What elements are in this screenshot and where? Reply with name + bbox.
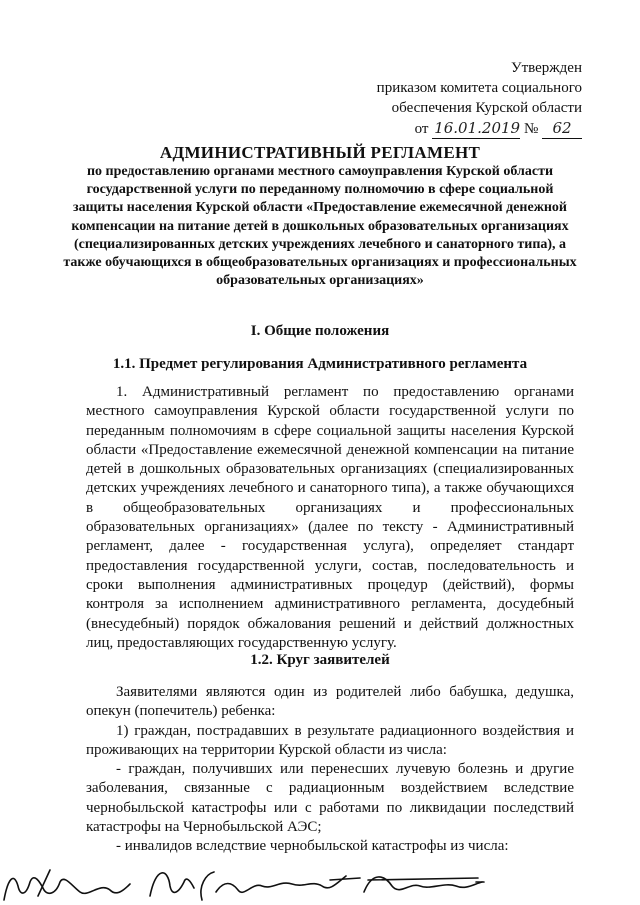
paragraph-item-disabled: - инвалидов вследствие чернобыльской катастрофы из числа:: [116, 838, 509, 855]
handwritten-number: 62: [542, 118, 582, 139]
signature-nikiforova: [150, 872, 484, 900]
signature-vorobyova: [4, 870, 130, 900]
handwritten-signatures: [0, 852, 640, 904]
section-heading-general: I. Общие положения: [250, 323, 390, 339]
paragraph-item-1: 1) граждан, пострадавших в результате радиационного воздействия и проживающих на территории Курской области из числа:: [86, 722, 574, 758]
handwritten-date: 16.01.2019: [434, 119, 521, 137]
date-prefix: от: [414, 121, 429, 137]
approval-date-line: [377, 118, 582, 139]
approval-line-committee: обеспечения Курской области: [391, 100, 582, 116]
number-prefix: №: [523, 121, 539, 137]
section-heading-subject: 1.1. Предмет регулирования Административного регламента: [112, 356, 528, 372]
document-title: АДМИНИСТРАТИВНЫЙ РЕГЛАМЕНТ: [159, 143, 481, 162]
approval-stamp: [377, 58, 582, 139]
section-heading-applicants: 1.2. Круг заявителей: [250, 652, 390, 668]
paragraph-regulation-scope: 1. Административный регламент по предоставлению органами местного самоуправления Курской области государственной услуги по переданным полномочиям в сфере социальной защиты населения Курской области «Предоставление ежемесячной денежной компенсации на питание детей в дошкольных образовательных организациях (специализированных детских учреждениях лечебного и санаторного типа), а также обучающихся в общеобразовательных организациях и профессиональных образовательных организациях» (далее по тексту - Административный регламент, далее - государственная услуга), определяет стандарт предоставления государственной услуги, состав, последовательность и сроки выполнения административных процедур (действий), формы контроля за исполнением административного регламента, досудебный (внесудебный) порядок обжалования решений и действий должностных лиц, предоставляющих государственную услугу.: [86, 384, 574, 651]
document-subtitle: по предоставлению органами местного самоуправления Курской области государственной услуги по переданному полномочию в сфере социальной защиты населения Курской области «Предоставление ежемесячной денежной компенсации на питание детей в дошкольных образовательных организациях (специализированных детских учреждениях лечебного и санаторного типа), а также обучающихся в общеобразовательных организациях и профессиональных образовательных организациях»: [63, 164, 577, 289]
paragraph-item-illness: - граждан, получивших или перенесших лучевую болезнь и другие заболевания, связанные с радиационным воздействием вследствие чернобыльской катастрофы или с работами по ликвидации последствий катастрофы на Чернобыльской АЭС;: [86, 761, 574, 836]
approval-line-order: приказом комитета социального: [376, 80, 582, 96]
applicants-text: [86, 683, 574, 857]
paragraph-applicants: Заявителями являются один из родителей либо бабушка, дедушка, опекун (попечитель) ребенка:: [86, 684, 574, 720]
approval-line-approved: Утвержден: [510, 60, 582, 76]
